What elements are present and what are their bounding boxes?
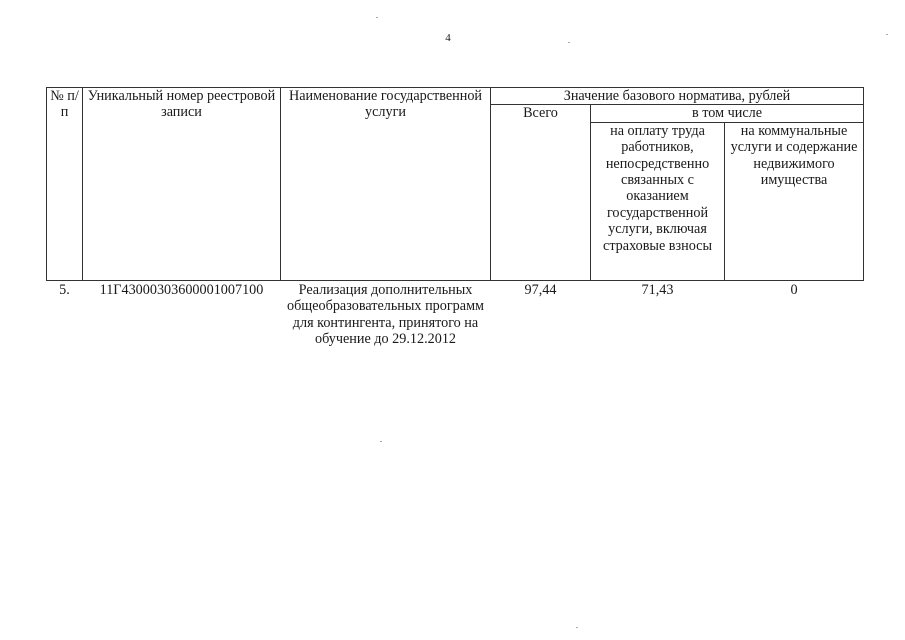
header-including: в том числе <box>591 105 864 122</box>
scan-speck <box>568 42 570 43</box>
row-total: 97,44 <box>524 281 557 298</box>
row-labor-costs: 71,43 <box>641 281 674 298</box>
scan-speck <box>576 627 578 628</box>
scan-speck <box>886 34 888 35</box>
page-number: 4 <box>445 32 451 44</box>
header-total: Всего <box>491 105 591 280</box>
header-base-normative-value: Значение базового норматива, рублей <box>491 88 864 105</box>
row-num: 5. <box>59 281 70 298</box>
header-num: № п/п <box>47 88 83 281</box>
header-utilities-costs: на коммунальные услуги и содержание недвижимого имущества <box>725 122 864 280</box>
table-row <box>47 280 864 347</box>
header-service-name: Наименование государственной услуги <box>281 88 491 281</box>
row-service-name: Реализация дополнительных общеобразовательных программ для контингента, принятого на обучение до 29.12.2012 <box>286 281 485 348</box>
scan-speck <box>380 441 382 442</box>
scan-speck <box>376 17 378 18</box>
row-registry-number: 11Г43000303600001007100 <box>99 281 264 298</box>
header-labor-costs: на оплату труда работников, непосредственно связанных с оказанием государственной услуги, включая страховые взносы <box>591 122 725 280</box>
row-utilities-costs: 0 <box>790 281 798 298</box>
base-normative-table <box>46 87 864 347</box>
header-registry-number: Уникальный номер реестровой записи <box>83 88 281 281</box>
